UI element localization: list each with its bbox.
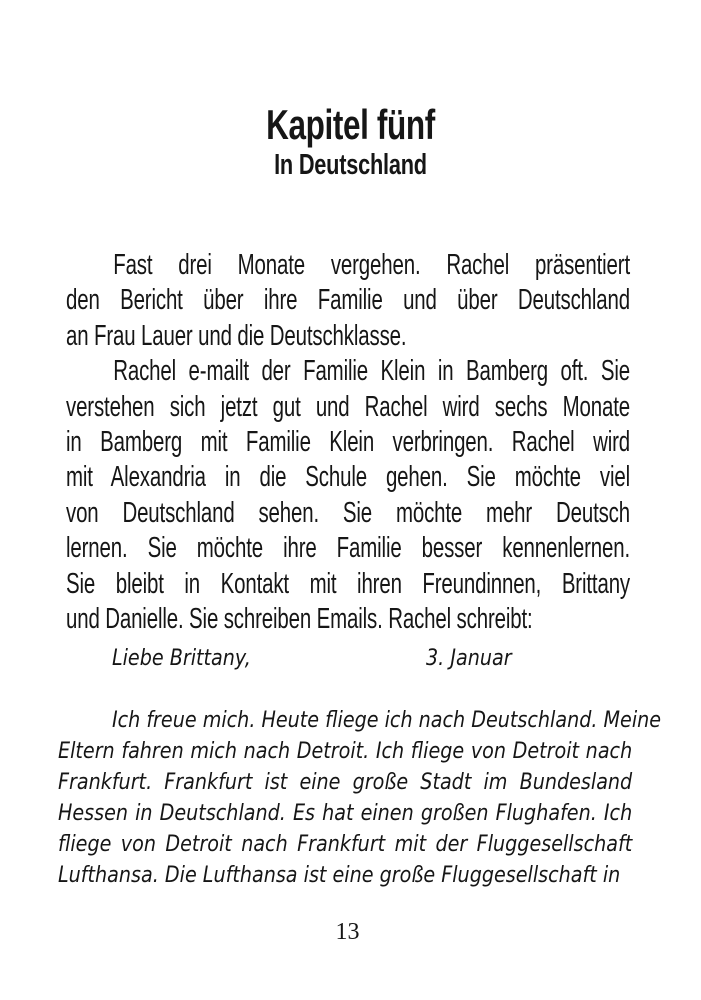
narrative-paragraph-1	[66, 248, 630, 354]
text-line: Fast drei Monate vergehen. Rachel präsentiert	[113, 249, 631, 281]
text-line: fliege von Detroit nach Frankfurt mit der Fluggesellschaft	[58, 832, 633, 858]
chapter-title: Kapitel fünf	[266, 101, 435, 148]
letter-salutation-row	[58, 643, 632, 674]
text-line: an Frau Lauer und die Deutschklasse.	[66, 319, 407, 352]
letter-section	[58, 643, 701, 891]
chapter-subtitle: In Deutschland	[274, 149, 427, 181]
text-line: lernen. Sie möchte ihre Familie besser kennenlernen.	[66, 532, 630, 565]
text-line: Hessen in Deutschland. Es hat einen großen Flughafen. Ich	[58, 801, 633, 827]
text-line: und Danielle. Sie schreiben Emails. Rachel schreibt:	[66, 603, 533, 636]
narrative-text-block	[66, 248, 630, 637]
chapter-heading	[0, 102, 701, 182]
text-line: den Bericht über ihre Familie und über Deutschland	[66, 284, 630, 317]
text-line: Lufthansa. Die Lufthansa ist eine große Fluggesellschaft in	[58, 863, 621, 889]
letter-text-block	[58, 643, 662, 891]
text-line: verstehen sich jetzt gut und Rachel wird sechs Monate	[66, 390, 630, 423]
text-line: Eltern fahren mich nach Detroit. Ich fliege von Detroit nach	[58, 739, 633, 765]
text-line: von Deutschland sehen. Sie möchte mehr Deutsch	[66, 496, 630, 529]
text-line: Frankfurt. Frankfurt ist eine große Stadt im Bundesland	[58, 770, 633, 796]
text-line: mit Alexandria in die Schule gehen. Sie möchte viel	[66, 461, 630, 494]
narrative-section	[66, 248, 701, 637]
narrative-paragraph-2	[66, 354, 630, 637]
page-number: 13	[335, 919, 360, 946]
letter-body	[58, 705, 662, 891]
text-line: Ich freue mich. Heute fliege ich nach Deutschland. Meine	[111, 708, 662, 734]
text-line: Sie bleibt in Kontakt mit ihren Freundinnen, Brittany	[66, 567, 630, 600]
page-footer	[0, 917, 701, 947]
text-line: Rachel e-mailt der Familie Klein in Bamberg oft. Sie	[113, 355, 631, 388]
text-line: in Bamberg mit Familie Klein verbringen. Rachel wird	[66, 426, 630, 459]
letter-date: 3. Januar	[426, 646, 512, 672]
letter-salutation: Liebe Brittany,	[111, 646, 251, 672]
